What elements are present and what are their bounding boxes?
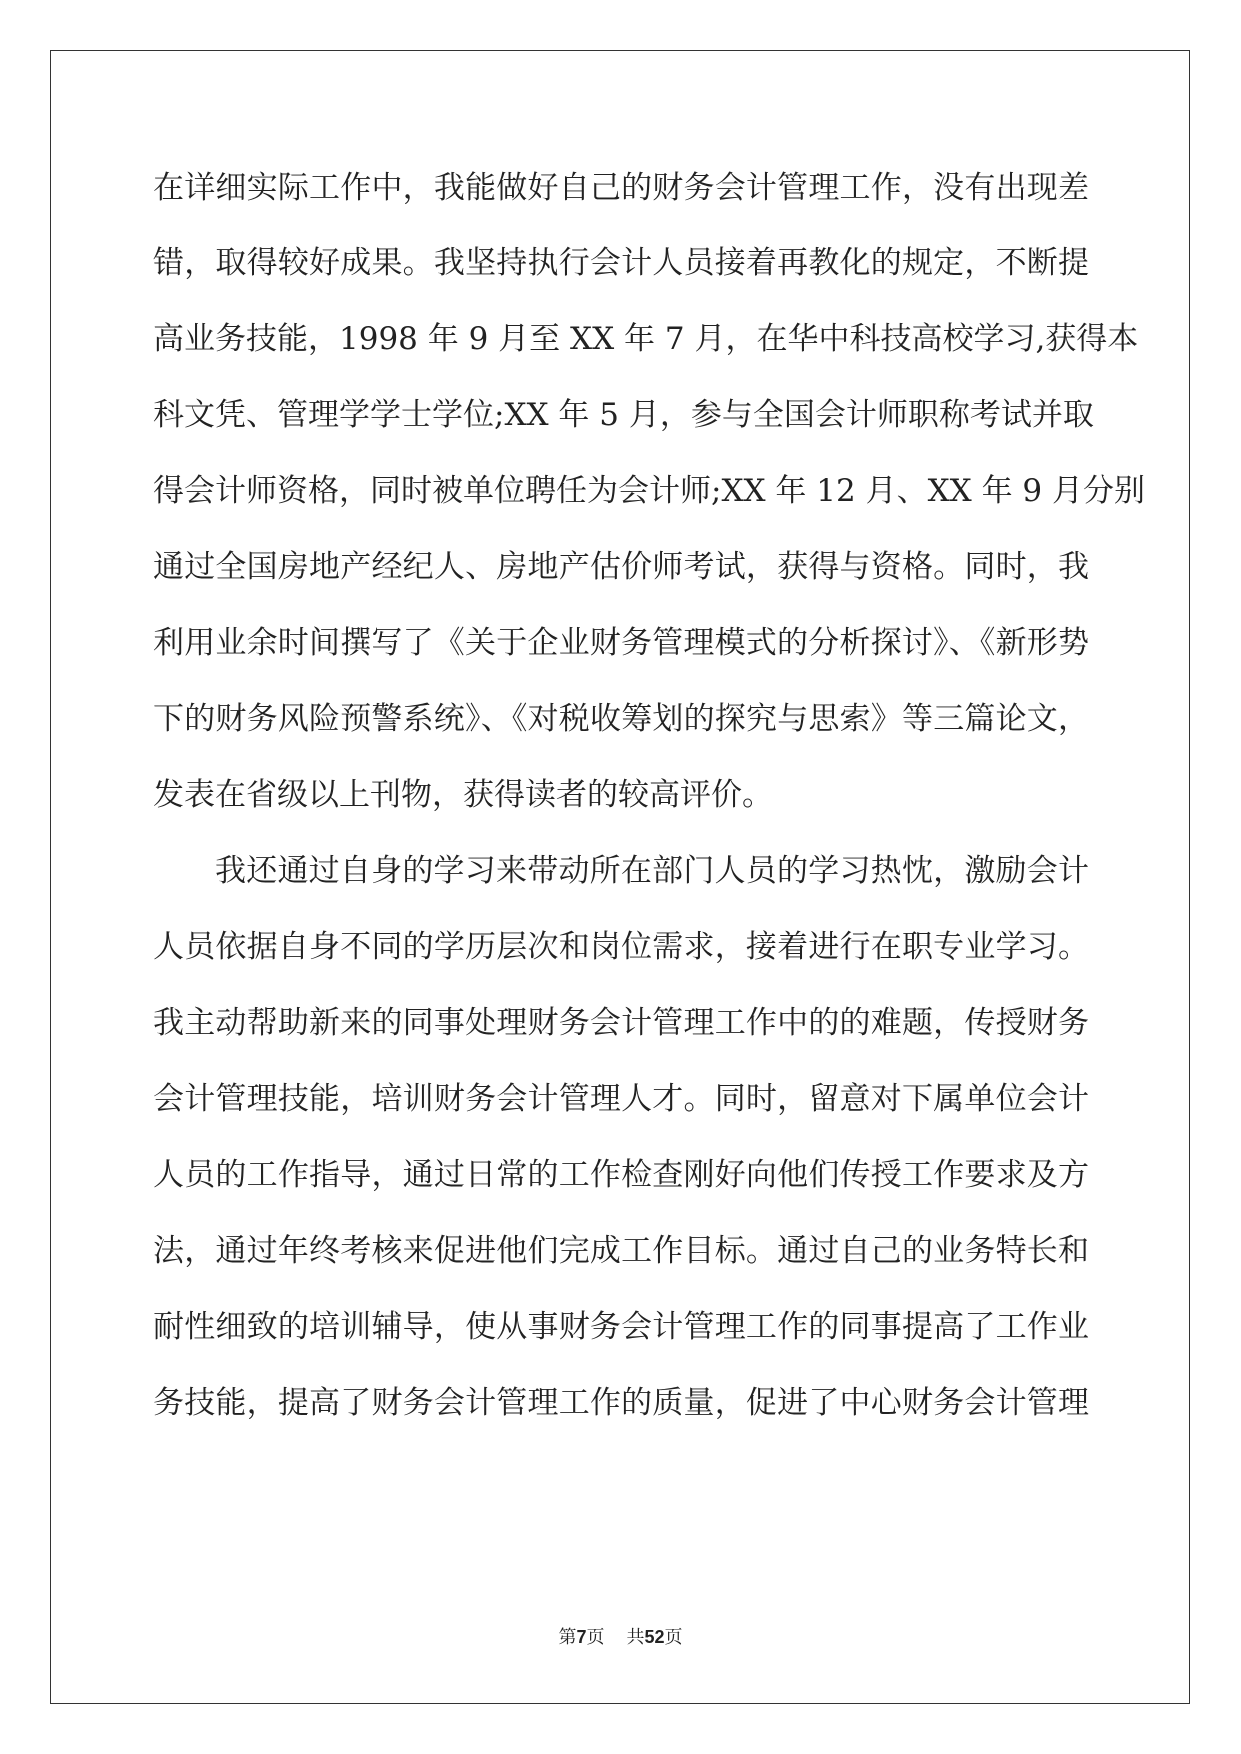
text-line: 务技能，提高了财务会计管理工作的质量，促进了中心财务会计管理: [153, 1385, 1089, 1421]
text-line: 高业务技能，1998 年 9 月至 XX 年 7 月，在华中科技高校学习,获得本: [153, 321, 1139, 357]
text-line: 科文凭、管理学学士学位;XX 年 5 月，参与全国会计师职称考试并取: [153, 397, 1094, 433]
text-line: 人员的工作指导，通过日常的工作检查刚好向他们传授工作要求及方: [153, 1157, 1089, 1193]
text-line: 下的财务风险预警系统》、《对税收筹划的探究与思索》等三篇论文，: [153, 701, 1089, 737]
page-suffix: 页: [586, 1627, 605, 1648]
page-prefix: 第: [558, 1627, 577, 1648]
total-prefix: 共: [626, 1627, 645, 1648]
text-line: 利用业余时间撰写了《关于企业财务管理模式的分析探讨》、《新形势: [153, 625, 1089, 661]
text-line: 得会计师资格，同时被单位聘任为会计师;XX 年 12 月、XX 年 9 月分别: [153, 473, 1146, 509]
text-line: 在详细实际工作中，我能做好自己的财务会计管理工作，没有出现差: [153, 170, 1089, 206]
text-line: 法，通过年终考核来促进他们完成工作目标。通过自己的业务特长和: [153, 1233, 1089, 1269]
text-line: 错，取得较好成果。我坚持执行会计人员接着再教化的规定，不断提: [153, 245, 1089, 281]
page-footer: [0, 1625, 1241, 1650]
page-number: 7: [576, 1627, 587, 1647]
text-line: 发表在省级以上刊物，获得读者的较高评价。: [153, 777, 773, 813]
text-line: 我主动帮助新来的同事处理财务会计管理工作中的的难题，传授财务: [153, 1005, 1089, 1041]
text-line: 人员依据自身不同的学历层次和岗位需求，接着进行在职专业学习。: [153, 929, 1089, 965]
text-line: 会计管理技能，培训财务会计管理人才。同时，留意对下属单位会计: [153, 1081, 1089, 1117]
text-line: 通过全国房地产经纪人、房地产估价师考试，获得与资格。同时，我: [153, 549, 1089, 585]
text-line: 耐性细致的培训辅导，使从事财务会计管理工作的同事提高了工作业: [153, 1309, 1089, 1345]
total-suffix: 页: [664, 1627, 683, 1648]
paragraph-first-line: 我还通过自身的学习来带动所在部门人员的学习热忱，激励会计: [215, 853, 1089, 889]
total-pages: 52: [644, 1627, 665, 1647]
